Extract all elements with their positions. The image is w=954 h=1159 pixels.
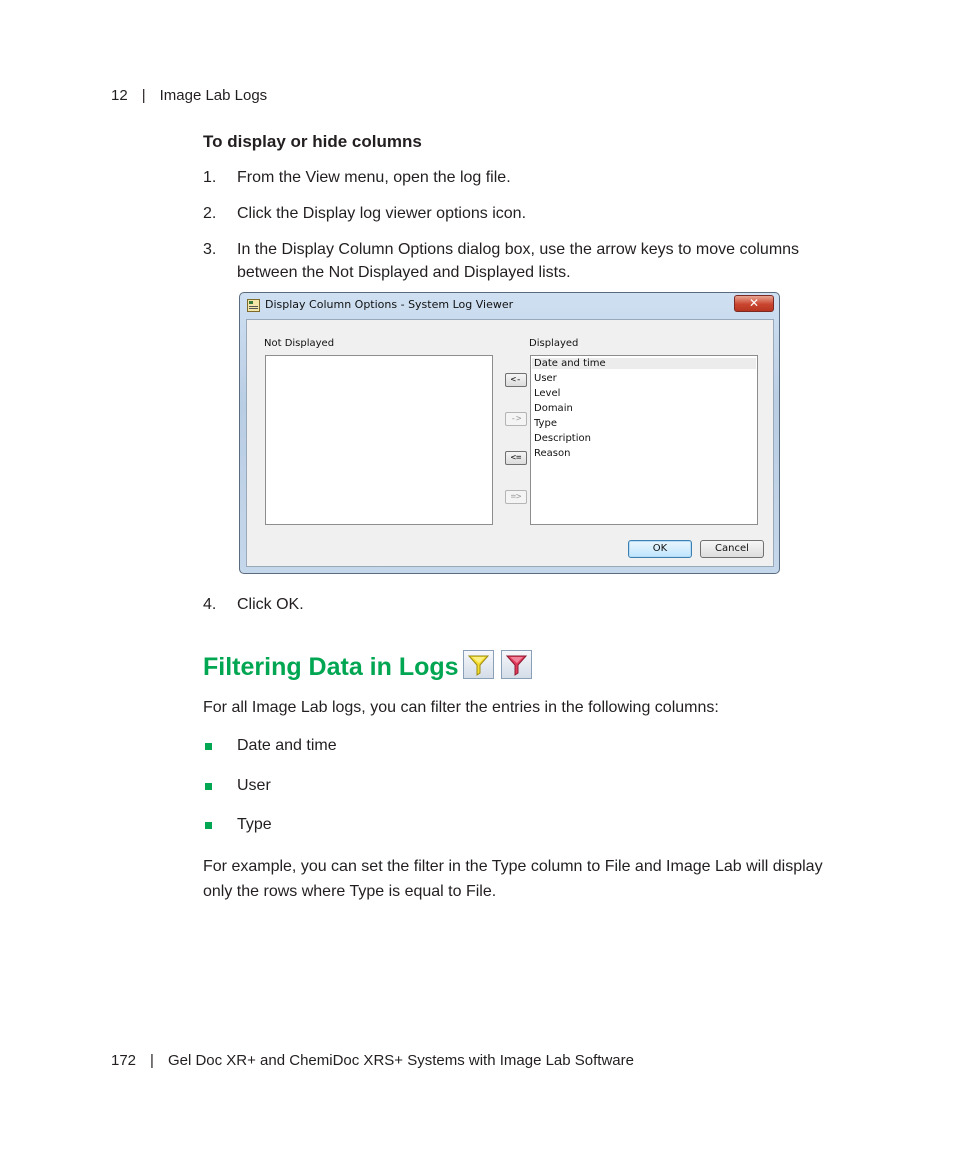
bullet-marker	[205, 822, 212, 829]
step-4	[203, 593, 843, 616]
step-text: In the Display Column Options dialog box, use the arrow keys to move columns between the Not Displayed and Displayed lists.	[237, 241, 800, 281]
ok-button[interactable]: OK	[628, 540, 692, 558]
list-item[interactable]: Type	[534, 418, 557, 429]
footer-page-number: 172	[111, 1052, 137, 1069]
list-item[interactable]: Level	[534, 388, 561, 399]
cancel-button[interactable]: Cancel	[700, 540, 764, 558]
move-all-right-button[interactable]: =>	[505, 490, 527, 504]
not-displayed-label: Not Displayed	[264, 338, 335, 349]
bullet-text: Date and time	[237, 737, 337, 754]
step-1	[203, 166, 843, 189]
step-3	[203, 238, 843, 284]
step-2	[203, 202, 843, 225]
header-page-number: 12	[111, 87, 128, 104]
footer-separator: |	[150, 1052, 154, 1069]
move-right-button[interactable]: ->	[505, 412, 527, 426]
list-item[interactable]: Domain	[534, 403, 573, 414]
step-text: Click the Display log viewer options icon.	[237, 205, 527, 222]
step-number: 2.	[203, 205, 217, 222]
step-number: 4.	[203, 596, 217, 613]
displayed-list[interactable]	[530, 355, 758, 525]
bullet-item	[203, 777, 271, 795]
footer-title: Gel Doc XR+ and ChemiDoc XRS+ Systems with Image Lab Software	[167, 1052, 634, 1069]
running-footer	[111, 1052, 634, 1069]
displayed-label: Displayed	[529, 338, 579, 349]
bullet-text: User	[237, 777, 271, 794]
app-window-icon	[247, 299, 260, 312]
list-item[interactable]: Date and time	[532, 358, 756, 369]
not-displayed-list[interactable]	[265, 355, 493, 525]
header-separator: |	[141, 87, 146, 104]
section-title: Filtering Data in Logs	[203, 653, 459, 681]
step-number: 3.	[203, 241, 217, 258]
step-text: Click OK.	[237, 596, 304, 613]
display-column-options-dialog	[239, 292, 780, 574]
step-text: From the View menu, open the log file.	[237, 169, 511, 186]
bullet-item	[203, 737, 337, 755]
step-number: 1.	[203, 169, 217, 186]
bullet-item	[203, 816, 272, 834]
intro-paragraph: For all Image Lab logs, you can filter the entries in the following columns:	[203, 699, 719, 716]
clear-filter-icon	[501, 650, 532, 679]
procedure-heading: To display or hide columns	[203, 132, 422, 151]
dialog-body	[246, 319, 774, 567]
dialog-title: Display Column Options - System Log Viewer	[265, 298, 514, 311]
filter-icon	[463, 650, 494, 679]
running-header	[111, 87, 267, 104]
bullet-marker	[205, 783, 212, 790]
list-item[interactable]: User	[534, 373, 557, 384]
bullet-marker	[205, 743, 212, 750]
close-button[interactable]: ✕	[734, 295, 774, 312]
move-all-left-button[interactable]: <=	[505, 451, 527, 465]
header-title: Image Lab Logs	[159, 87, 268, 104]
list-item[interactable]: Reason	[534, 448, 571, 459]
move-left-button[interactable]: <-	[505, 373, 527, 387]
example-paragraph: For example, you can set the filter in the Type column to File and Image Lab will display only the rows where Type is equal to File.	[203, 858, 823, 900]
bullet-text: Type	[237, 816, 272, 833]
list-item[interactable]: Description	[534, 433, 591, 444]
